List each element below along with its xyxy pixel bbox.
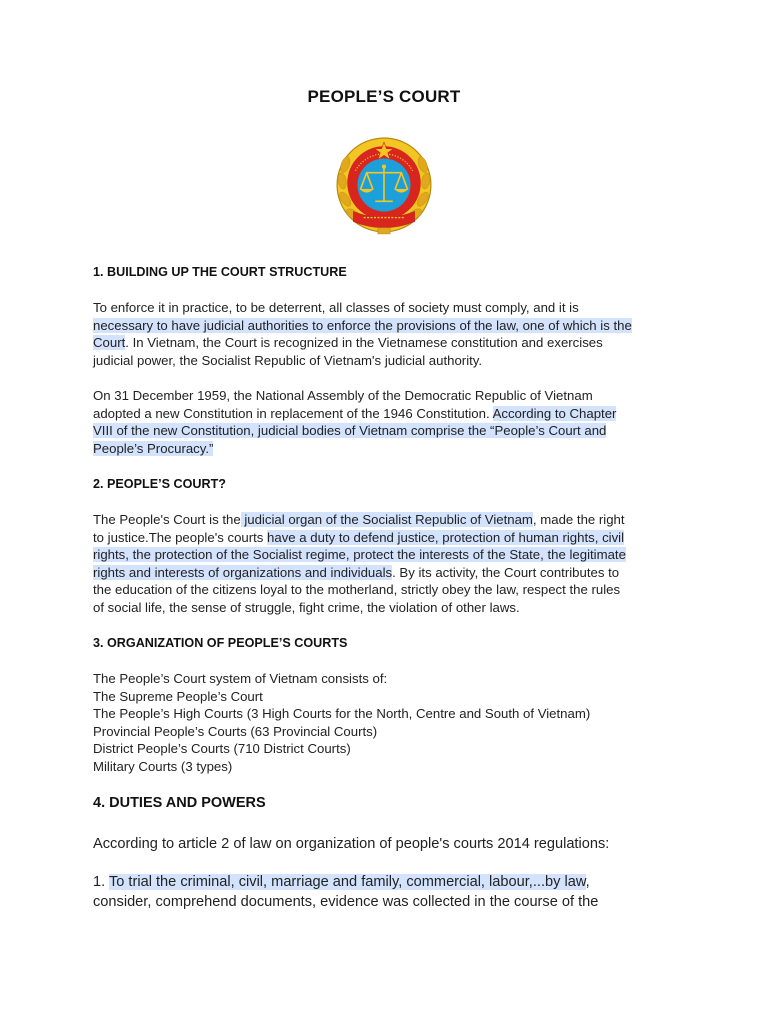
section-4 bbox=[93, 795, 683, 812]
section-3-heading: 3. ORGANIZATION OF PEOPLE’S COURTS bbox=[93, 636, 348, 650]
section-4-heading: 4. DUTIES AND POWERS bbox=[93, 795, 266, 811]
section-1-paragraph-1 bbox=[93, 299, 683, 369]
section-2-heading: 2. PEOPLE’S COURT? bbox=[93, 477, 226, 491]
section-4-item-1 bbox=[93, 872, 683, 912]
list-item: The Supreme People’s Court bbox=[93, 688, 263, 704]
page-title: PEOPLE’S COURT bbox=[307, 87, 461, 106]
section-1-paragraph-2 bbox=[93, 387, 683, 457]
list-item: The People’s High Courts (3 High Courts for the North, Centre and South of Vietnam) bbox=[93, 706, 591, 722]
highlighted-text: necessary to have judicial authorities to enforce the provisions of the law, one of which is the bbox=[93, 317, 632, 333]
section-1-heading: 1. BUILDING UP THE COURT STRUCTURE bbox=[93, 265, 347, 279]
list-item: Provincial People’s Courts (63 Provincial Courts) bbox=[93, 723, 378, 739]
section-1 bbox=[93, 264, 683, 281]
highlighted-text: According to Chapter bbox=[492, 405, 617, 421]
highlighted-text: Court bbox=[93, 335, 126, 351]
court-emblem-icon bbox=[333, 136, 435, 238]
section-2 bbox=[93, 476, 683, 493]
text-line: The People's Court is the bbox=[93, 512, 241, 527]
highlighted-text: rights and interests of organizations and individuals bbox=[93, 564, 393, 580]
text-line: . By its activity, the Court contributes to bbox=[392, 564, 620, 580]
text-line: On 31 December 1959, the National Assembly of the Democratic Republic of Vietnam bbox=[93, 388, 593, 403]
section-3-list bbox=[93, 670, 683, 776]
highlighted-text: judicial organ of the Socialist Republic of Vietnam bbox=[240, 512, 533, 527]
text-line: According to article 2 of law on organization of people's courts 2014 regulations: bbox=[93, 836, 610, 852]
list-item: The People’s Court system of Vietnam consists of: bbox=[93, 671, 388, 686]
list-item: Military Courts (3 types) bbox=[93, 758, 233, 774]
text-line: judicial power, the Socialist Republic of Vietnam's judicial authority. bbox=[93, 352, 483, 368]
text-line: , bbox=[585, 874, 590, 890]
text-line: the education of the citizens loyal to the motherland, strictly obey the law, respect the rules bbox=[93, 582, 621, 598]
text-line: adopted a new Constitution in replacement of the 1946 Constitution. bbox=[93, 405, 493, 421]
text-line: , made the right bbox=[532, 512, 625, 527]
text-line: to justice.The people's courts bbox=[93, 529, 268, 545]
section-4-intro bbox=[93, 834, 683, 854]
highlighted-text: VIII of the new Constitution, judicial bodies of Vietnam comprise the “People’s Court and bbox=[93, 423, 607, 439]
highlighted-text: To trial the criminal, civil, marriage and family, commercial, labour,...by law bbox=[108, 874, 586, 890]
text-line: To enforce it in practice, to be deterrent, all classes of society must comply, and it is bbox=[93, 300, 579, 315]
section-3 bbox=[93, 635, 683, 652]
list-item: District People’s Courts (710 District Courts) bbox=[93, 741, 351, 757]
highlighted-text: have a duty to defend justice, protection of human rights, civil bbox=[267, 529, 625, 545]
highlighted-text: rights, the protection of the Socialist regime, protect the interests of the State, the legitimate bbox=[93, 547, 626, 563]
text-line: consider, comprehend documents, evidence was collected in the course of the bbox=[93, 894, 599, 910]
text-line: . In Vietnam, the Court is recognized in the Vietnamese constitution and exercises bbox=[125, 335, 603, 351]
list-number: 1. bbox=[93, 874, 109, 890]
text-line: of social life, the sense of struggle, fight crime, the violation of other laws. bbox=[93, 599, 520, 615]
highlighted-text: People’s Procuracy.” bbox=[93, 440, 214, 456]
section-2-paragraph bbox=[93, 511, 683, 617]
